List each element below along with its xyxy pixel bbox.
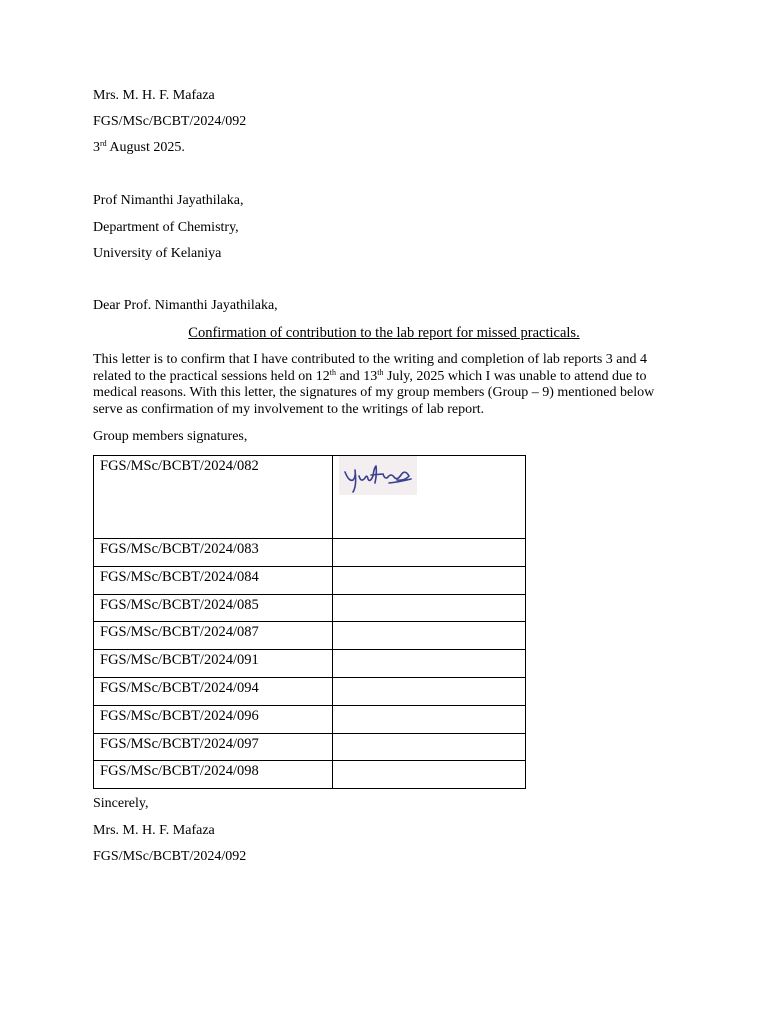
letter-date (93, 140, 185, 156)
recipient-name: Prof Nimanthi Jayathilaka, (93, 193, 244, 208)
table-row (94, 594, 526, 622)
date-day: 3 (93, 140, 100, 155)
member-id: FGS/MSc/BCBT/2024/096 (94, 705, 333, 733)
member-id: FGS/MSc/BCBT/2024/091 (94, 650, 333, 678)
letter-body (93, 352, 678, 419)
sender-reg-no: FGS/MSc/BCBT/2024/092 (93, 114, 247, 129)
member-id: FGS/MSc/BCBT/2024/083 (94, 539, 333, 567)
salutation: Dear Prof. Nimanthi Jayathilaka, (93, 298, 278, 313)
date-ordinal: rd (100, 139, 107, 148)
body-part-1: This letter is to confirm that I have contributed to the writing and completion of lab reports 3 and 4 related to the practical sessions held on 12 (93, 352, 648, 384)
body-ordinal-1: th (329, 367, 336, 377)
signature-cell (333, 566, 526, 594)
table-row (94, 622, 526, 650)
signatures-heading: Group members signatures, (93, 429, 248, 444)
member-id: FGS/MSc/BCBT/2024/098 (94, 761, 333, 789)
valediction: Sincerely, (93, 796, 149, 811)
signature-cell (333, 705, 526, 733)
table-row (94, 566, 526, 594)
member-id: FGS/MSc/BCBT/2024/087 (94, 622, 333, 650)
table-row (94, 456, 526, 539)
member-id: FGS/MSc/BCBT/2024/082 (94, 456, 333, 539)
signature-cell (333, 761, 526, 789)
closing-name: Mrs. M. H. F. Mafaza (93, 823, 215, 838)
letter-subject: Confirmation of contribution to the lab report for missed practicals. (188, 325, 580, 341)
member-id: FGS/MSc/BCBT/2024/084 (94, 566, 333, 594)
table-row (94, 677, 526, 705)
recipient-university: University of Kelaniya (93, 246, 222, 261)
signature-cell (333, 622, 526, 650)
table-row (94, 761, 526, 789)
date-rest: August 2025. (106, 140, 185, 155)
handwritten-signature-image (339, 456, 417, 495)
table-row (94, 650, 526, 678)
signature-cell (333, 456, 526, 539)
signature-scribble-icon (339, 456, 417, 495)
member-id: FGS/MSc/BCBT/2024/085 (94, 594, 333, 622)
recipient-department: Department of Chemistry, (93, 220, 239, 235)
body-part-2: and 13 (336, 368, 378, 384)
signature-cell (333, 539, 526, 567)
member-id: FGS/MSc/BCBT/2024/097 (94, 733, 333, 761)
sender-name: Mrs. M. H. F. Mafaza (93, 88, 215, 103)
body-part-3: July, 2025 which I was unable to attend due to medical reasons. With this letter, the signatures of my group members (Group – 9) mentioned below serve as confirmation of my involvement to the writings of lab report. (93, 368, 655, 418)
signature-table (93, 455, 526, 789)
closing-reg-no: FGS/MSc/BCBT/2024/092 (93, 849, 247, 864)
signature-cell (333, 594, 526, 622)
member-id: FGS/MSc/BCBT/2024/094 (94, 677, 333, 705)
body-ordinal-2: th (377, 367, 384, 377)
signature-cell (333, 677, 526, 705)
table-row (94, 705, 526, 733)
table-row (94, 539, 526, 567)
signature-cell (333, 733, 526, 761)
table-row (94, 733, 526, 761)
signature-cell (333, 650, 526, 678)
